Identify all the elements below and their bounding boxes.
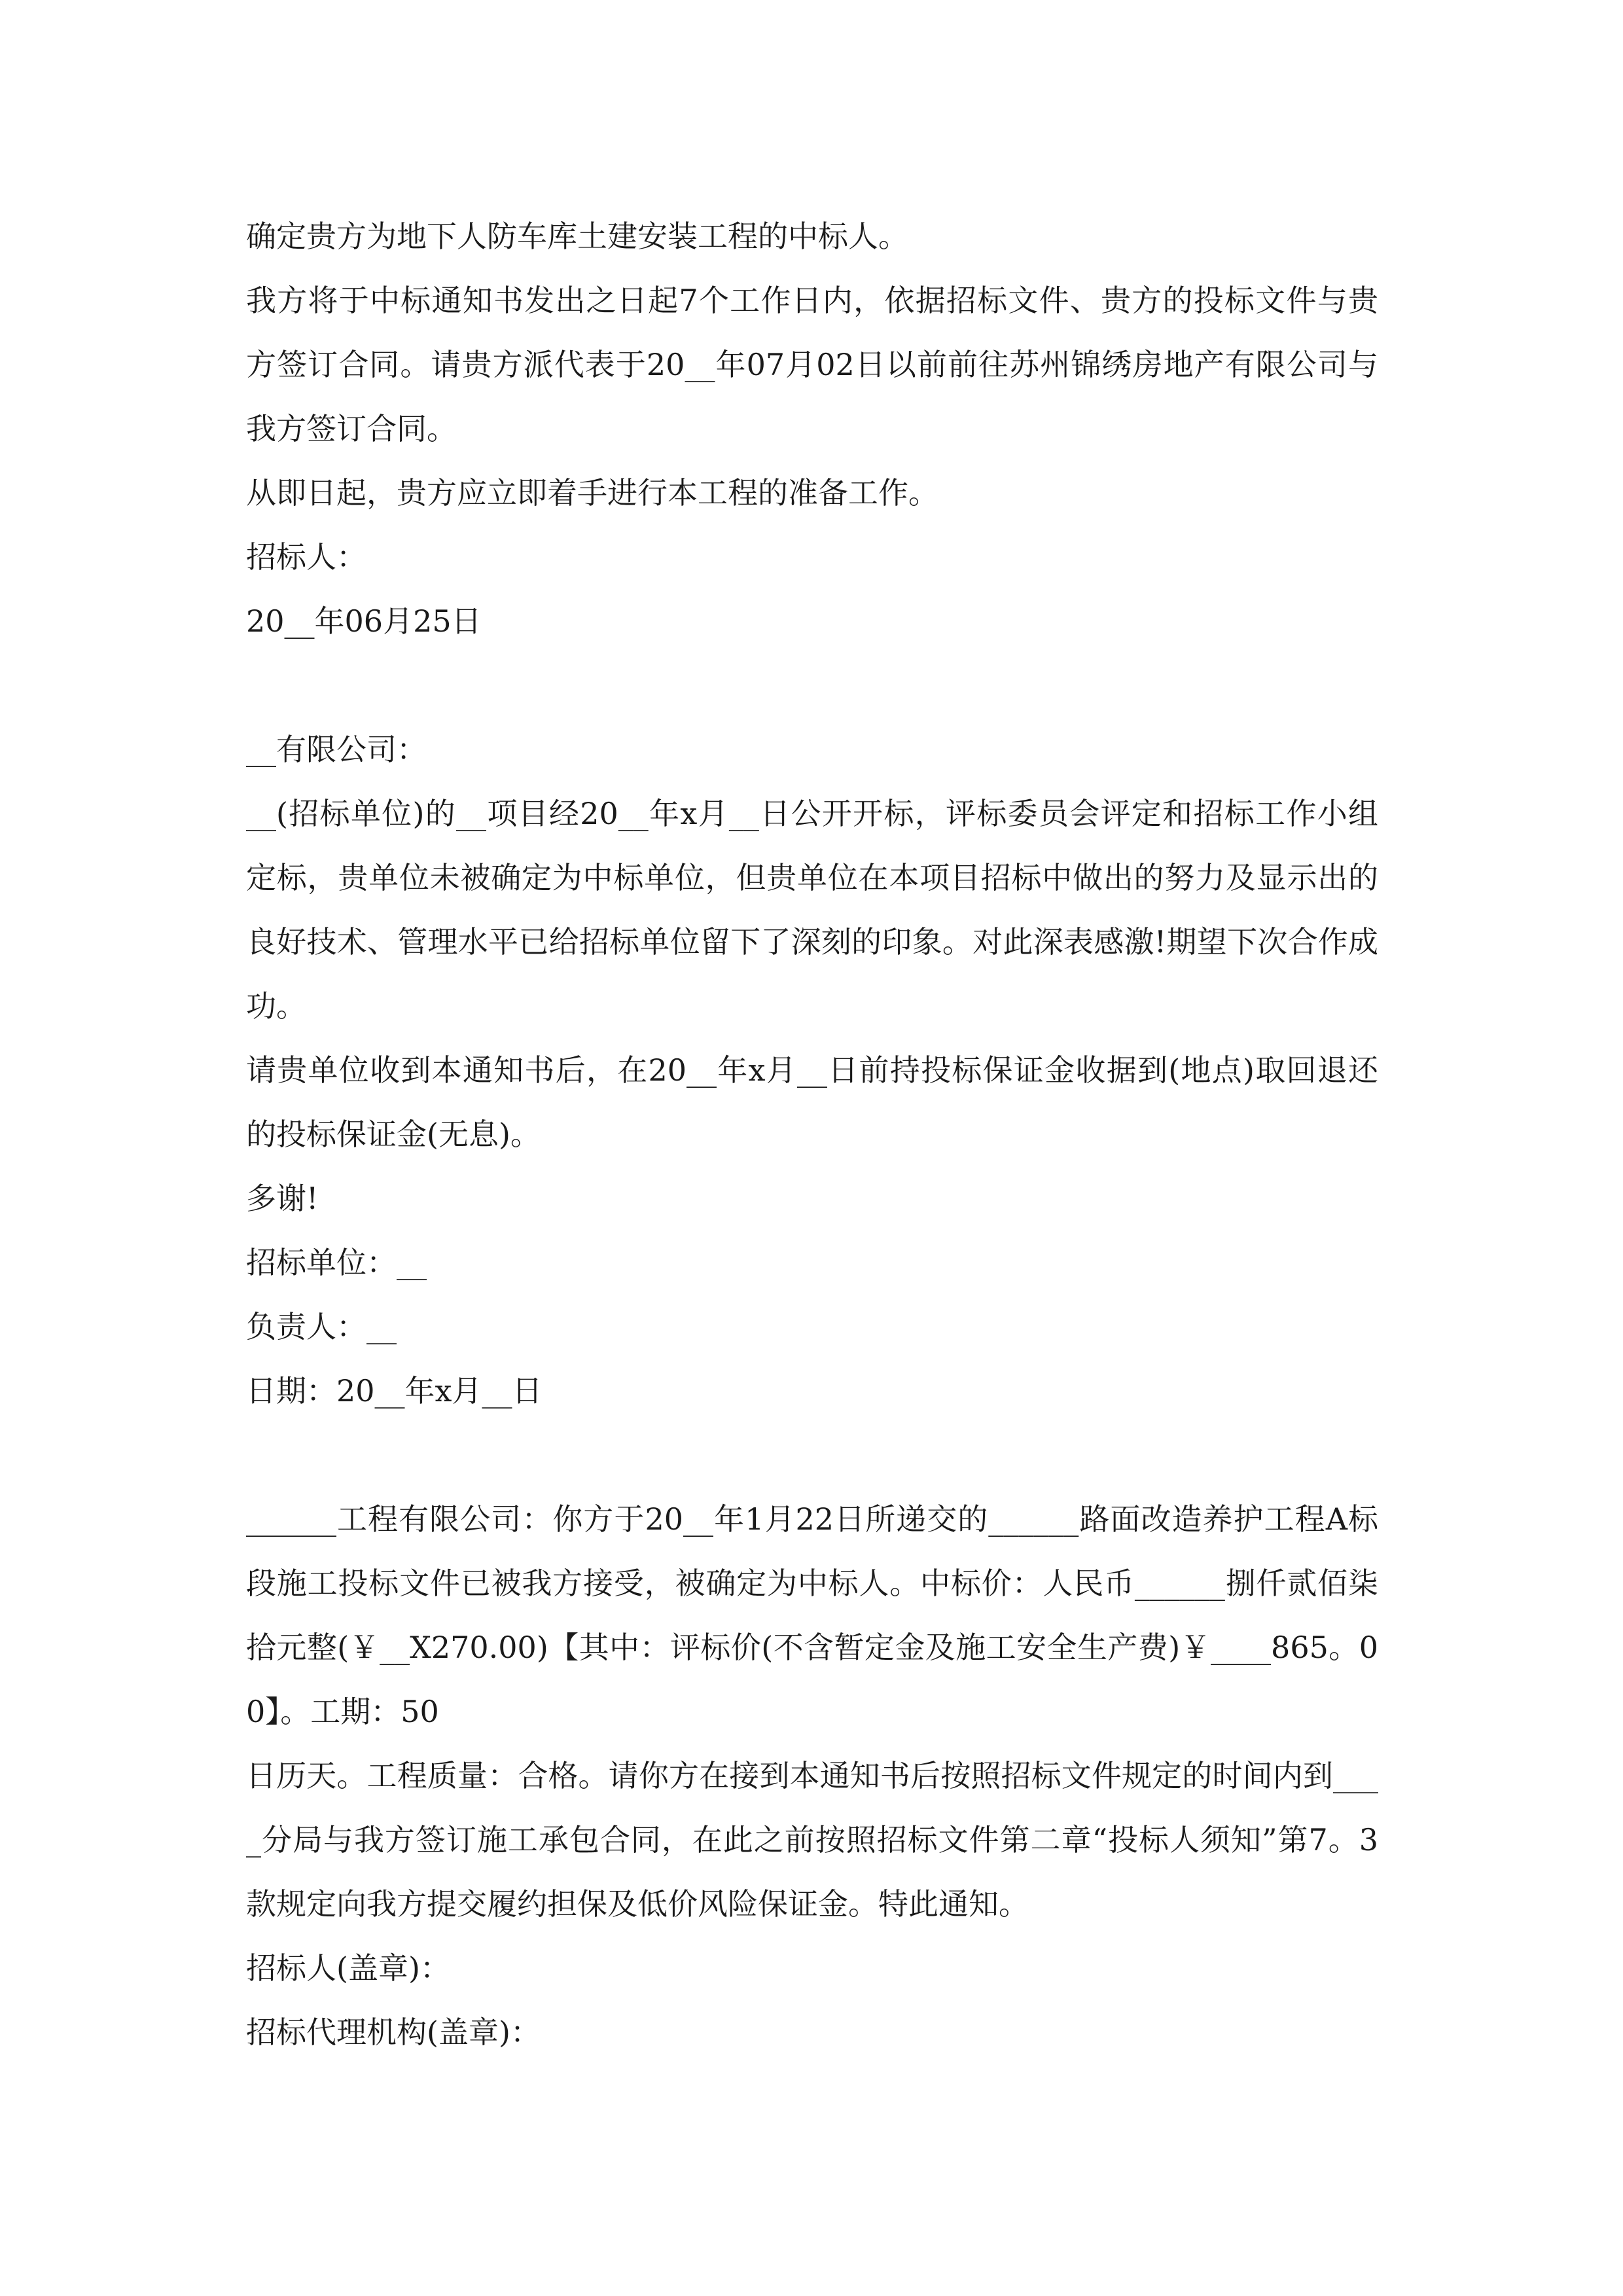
tenderer-seal-label: 招标人(盖章)： [246,1950,450,1986]
non-award-notice-section [246,717,1378,1423]
date-line: 日期：20__年x月__日 [246,1373,543,1408]
agency-seal-label: 招标代理机构(盖章)： [246,2015,541,2050]
preparation-paragraph: 从即日起，贵方应立即着手进行本工程的准备工作。 [246,475,938,511]
recipient-salutation: __有限公司： [246,732,427,767]
responsible-person-line: 负责人：__ [246,1309,397,1344]
winning-bid-notice-section [246,1487,1378,2064]
contract-instructions-paragraph: 日历天。工程质量：合格。请你方在接到本通知书后按照招标文件规定的时间内到____分局与我方签订施工承包合同，在此之前按照招标文件第二章“投标人须知”第7。3款规定向我方提交履约担保及低价风险保证金。特此通知。 [246,1758,1378,1922]
notice-date: 20__年06月25日 [246,603,482,639]
non-award-paragraph: __(招标单位)的__项目经20__年x月__日公开开标，评标委员会评定和招标工作小组定标，贵单位未被确定为中标单位，但贵单位在本项目招标中做出的努力及显示出的良好技术、管理水平已给招标单位留下了深刻的印象。对此深表感激!期望下次合作成功。 [246,796,1378,1024]
award-confirmation-paragraph: 确定贵方为地下人防车库土建安装工程的中标人。 [246,219,908,254]
document-body [246,204,1378,2064]
contract-signing-paragraph: 我方将于中标通知书发出之日起7个工作日内，依据招标文件、贵方的投标文件与贵方签订合同。请贵方派代表于20__年07月02日以前前往苏州锦绣房地产有限公司与我方签订合同。 [246,283,1378,446]
tenderer-signature-label: 招标人： [246,539,366,575]
winning-bid-paragraph: ______工程有限公司：你方于20__年1月22日所递交的______路面改造养护工程A标段施工投标文件已被我方接受，被确定为中标人。中标价：人民币______捌仟贰佰柒拾元整(￥__X270.00)【其中：评标价(不含暂定金及施工安全生产费)￥____865。00】。工期：50 [246,1501,1378,1729]
award-notice-section [246,204,1378,653]
thanks-line: 多谢! [246,1181,319,1216]
tendering-unit-line: 招标单位：__ [246,1245,427,1280]
deposit-refund-paragraph: 请贵单位收到本通知书后，在20__年x月__日前持投标保证金收据到(地点)取回退还的投标保证金(无息)。 [246,1052,1378,1152]
